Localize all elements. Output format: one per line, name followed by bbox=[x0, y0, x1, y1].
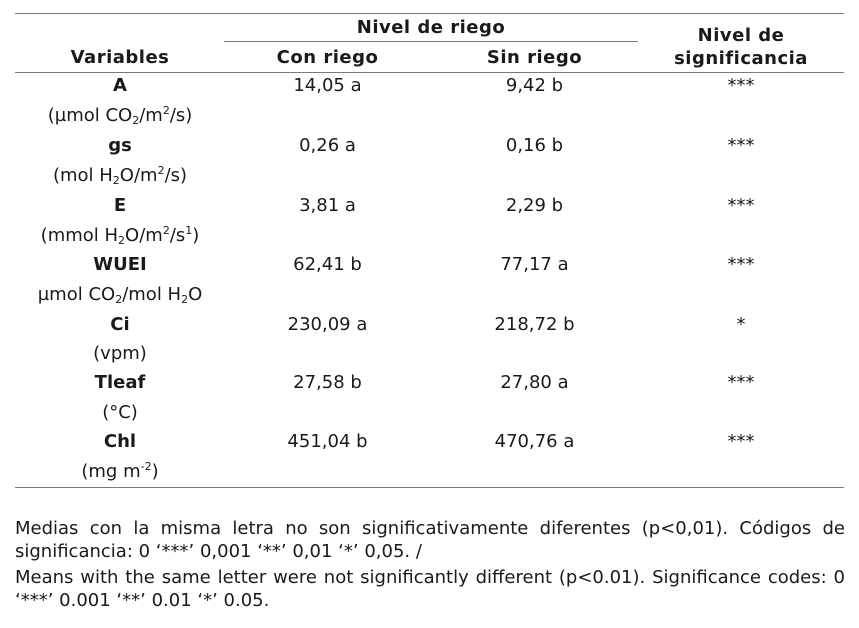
row-chl-unit: (mg $m^{-2}$) bbox=[81, 460, 159, 482]
row-ci-significance: * bbox=[736, 314, 746, 335]
row-wuei-significance: *** bbox=[727, 254, 755, 275]
row-e-con-riego: 3,81 a bbox=[299, 195, 356, 216]
header-significance-line1: Nivel de bbox=[697, 25, 785, 46]
footnote-english: Means with the same letter were not significantly different (p<0.01). Significance codes: 0 ‘***’ 0.001 ‘**’ 0.01 ‘*’ 0.05. bbox=[15, 567, 845, 611]
row-gs-sin-riego: 0,16 b bbox=[505, 135, 564, 156]
row-wuei-name: WUEI bbox=[93, 254, 147, 275]
row-e-unit: (mmol $H_2O/m^2/s^1$) bbox=[40, 224, 200, 247]
row-ci-unit: (vpm) bbox=[93, 343, 147, 364]
row-chl-sin-riego: 470,76 a bbox=[494, 431, 575, 452]
header-significance bbox=[638, 24, 844, 70]
row-wuei-con-riego: 62,41 b bbox=[293, 254, 362, 275]
row-a-significance: *** bbox=[727, 75, 755, 96]
row-ci-name: Ci bbox=[110, 314, 130, 335]
row-wuei-sin-riego: 77,17 a bbox=[500, 254, 569, 275]
row-e-sin-riego: 2,29 b bbox=[505, 195, 564, 216]
row-a-name: A bbox=[113, 75, 127, 96]
row-tleaf-con-riego: 27,58 b bbox=[293, 372, 362, 393]
group-header-rule bbox=[224, 41, 638, 42]
row-gs-con-riego: 0,26 a bbox=[299, 135, 356, 156]
table-bottom-rule bbox=[15, 487, 844, 488]
header-con-riego: Con riego bbox=[276, 47, 379, 68]
table-top-rule bbox=[15, 13, 844, 14]
row-ci-con-riego: 230,09 a bbox=[287, 314, 368, 335]
row-e-significance: *** bbox=[727, 195, 755, 216]
row-a-sin-riego: 9,42 b bbox=[505, 75, 564, 96]
row-gs-name: gs bbox=[108, 135, 132, 156]
row-chl-significance: *** bbox=[727, 431, 755, 452]
row-wuei-unit: µmol $CO_2$/mol $H_2O$ bbox=[37, 284, 203, 306]
header-bottom-rule bbox=[15, 72, 844, 73]
row-ci-sin-riego: 218,72 b bbox=[494, 314, 575, 335]
row-tleaf-sin-riego: 27,80 a bbox=[500, 372, 569, 393]
row-e-name: E bbox=[113, 195, 127, 216]
row-tleaf-significance: *** bbox=[727, 372, 755, 393]
group-header-nivel-de-riego: Nivel de riego bbox=[356, 17, 506, 38]
row-gs-significance: *** bbox=[727, 135, 755, 156]
footnote-spanish: Medias con la misma letra no son significativamente diferentes (p<0,01). Códigos de significancia: 0 ‘***’ 0,001 ‘**’ 0,01 ‘*’ 0,05. / bbox=[15, 518, 845, 562]
row-a-con-riego: 14,05 a bbox=[293, 75, 362, 96]
row-a-unit: (µmol $CO_2/m^2/s$) bbox=[47, 104, 193, 127]
row-gs-unit: (mol $H_2O/m^2/s$) bbox=[52, 164, 188, 187]
header-variables: Variables bbox=[70, 47, 170, 68]
row-tleaf-name: Tleaf bbox=[94, 372, 146, 393]
row-chl-name: Chl bbox=[103, 431, 137, 452]
header-significance-line2: significancia bbox=[674, 48, 808, 69]
header-sin-riego: Sin riego bbox=[486, 47, 583, 68]
row-tleaf-unit: (°C) bbox=[102, 402, 138, 423]
row-chl-con-riego: 451,04 b bbox=[287, 431, 368, 452]
